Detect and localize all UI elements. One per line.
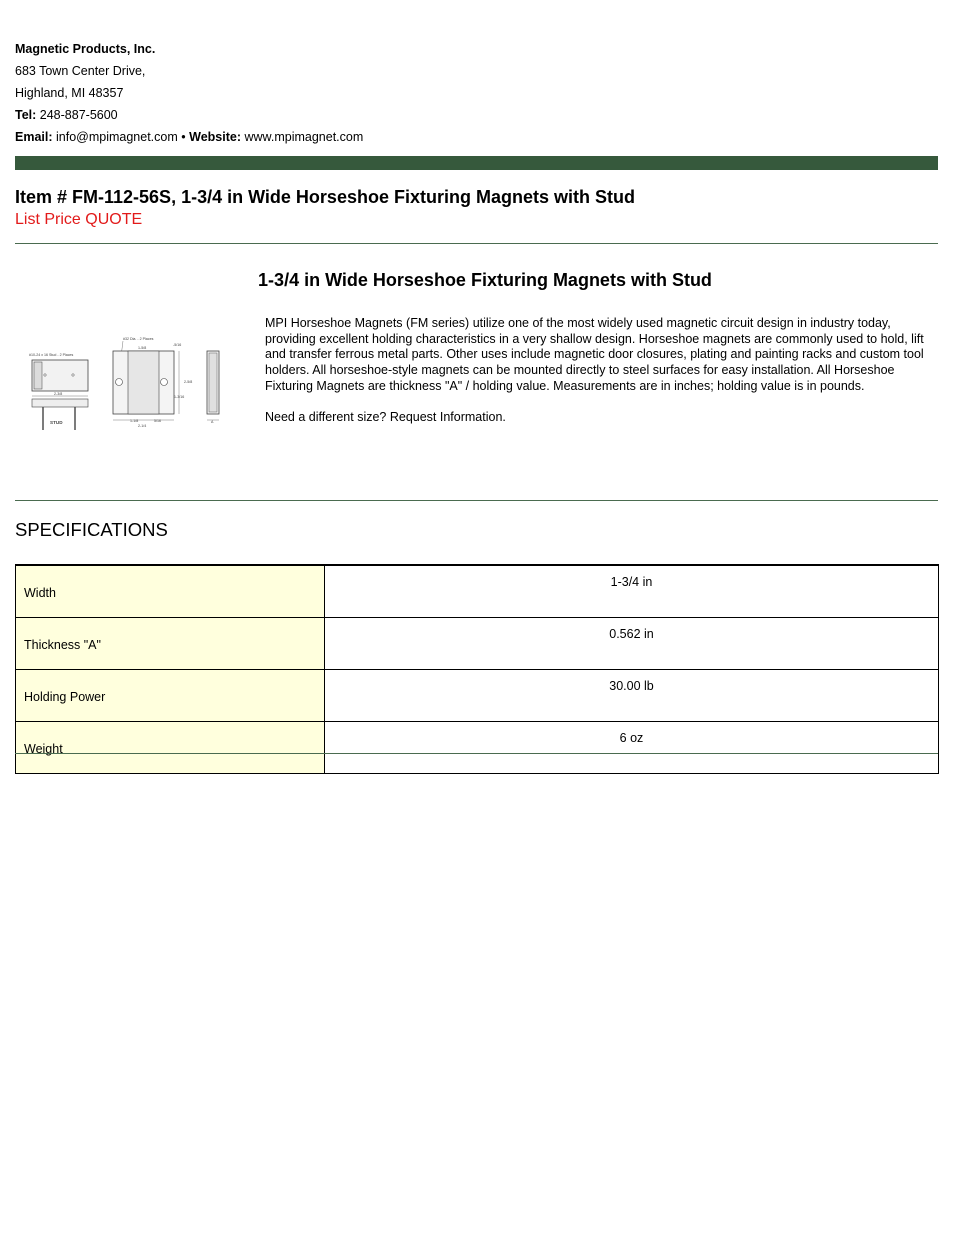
drawing-dim-top: 1-5/8 xyxy=(138,346,147,350)
drawing-dim-bottom-a: 1-1/8 xyxy=(130,419,139,423)
website-label: Website: xyxy=(189,130,241,144)
description-text: MPI Horseshoe Magnets (FM series) utilize one of the most widely used magnetic circuit design in industry today, providing excellent holding characteristics in a very shallow design. Horseshoe magnets are commonly used to hold, lift and transfer ferrous metal parts. Other uses include magnetic door closures, plating and painting racks and custom tool holders. All horseshoe-style magnets can be mounted directly to steel surfaces for easy installation. All Horseshoe Fixturing Magnets are thickness "A" / holding value. Measurements are in inches; holding value is in pounds. xyxy=(265,316,924,393)
drawing-dim-edge: -5/16 xyxy=(173,343,182,347)
phone-line xyxy=(15,104,363,126)
table-row xyxy=(16,618,939,670)
drawing-dim-width: 2-3/8 xyxy=(54,392,63,396)
company-info xyxy=(15,38,363,148)
drawing-label-stud: STUD xyxy=(50,420,63,425)
drawing-dim-overall: 2-1/4 xyxy=(138,424,147,428)
list-price: List Price QUOTE xyxy=(15,211,143,228)
item-title: Item # FM-112-56S, 1-3/4 in Wide Horseshoe Fixturing Magnets with Stud xyxy=(15,187,635,207)
product-heading: 1-3/4 in Wide Horseshoe Fixturing Magnets with Stud xyxy=(258,270,712,290)
specs-heading: SPECIFICATIONS xyxy=(15,519,168,540)
tel-label: Tel: xyxy=(15,108,37,122)
drawing-label-stud-holes: #10-24 x 16 Stud - 2 Places xyxy=(29,353,74,357)
brand-bar xyxy=(15,156,938,170)
spec-value: 0.562 in xyxy=(325,618,939,670)
address-line-1: 683 Town Center Drive, xyxy=(15,64,146,78)
separator: • xyxy=(181,130,186,144)
drawing-dim-mid: 1-3/16 xyxy=(174,395,185,399)
divider xyxy=(15,500,938,501)
tel-value: 248-887-5600 xyxy=(39,108,118,122)
magnet-drawing xyxy=(26,332,224,434)
spec-value: 30.00 lb xyxy=(325,670,939,722)
drawing-dim-a: A xyxy=(211,420,214,424)
spec-label: Thickness "A" xyxy=(16,618,325,670)
address-line-2: Highland, MI 48357 xyxy=(15,86,124,100)
table-row xyxy=(16,722,939,774)
email-label: Email: xyxy=(15,130,53,144)
request-info-text[interactable]: Need a different size? Request Information. xyxy=(265,410,506,425)
company-name: Magnetic Products, Inc. xyxy=(15,42,156,56)
spec-value: 1-3/4 in xyxy=(325,565,939,618)
website-value[interactable]: www.mpimagnet.com xyxy=(244,130,364,144)
divider xyxy=(15,753,938,754)
spec-value: 6 oz xyxy=(325,722,939,774)
spec-label: Weight xyxy=(16,722,325,774)
table-row xyxy=(16,565,939,618)
drawing-dim-height: 2-5/8 xyxy=(184,380,193,384)
email-value[interactable]: info@mpimagnet.com xyxy=(56,130,178,144)
drawing-label-dia: #32 Dia. - 2 Places xyxy=(123,337,154,341)
contact-line xyxy=(15,126,363,148)
specs-table xyxy=(15,564,939,774)
drawing-dim-bottom-b: 5/16 xyxy=(154,419,161,423)
product-description xyxy=(265,316,929,442)
spec-label: Holding Power xyxy=(16,670,325,722)
table-row xyxy=(16,670,939,722)
divider xyxy=(15,243,938,244)
spec-label: Width xyxy=(16,565,325,618)
